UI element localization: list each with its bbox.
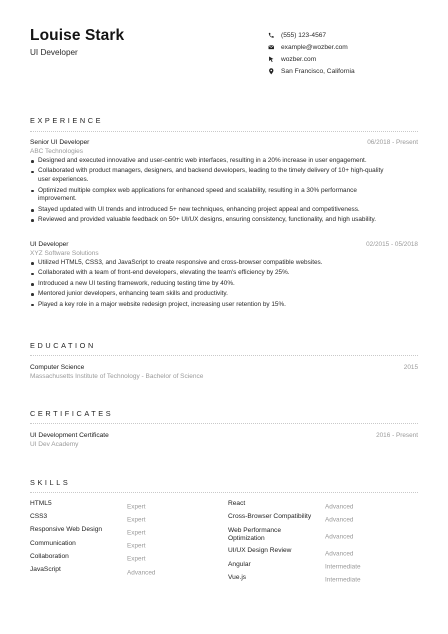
skill-level: Intermediate — [325, 576, 361, 584]
skill-level: Advanced — [127, 569, 156, 577]
job-entry — [30, 241, 418, 311]
contact-phone-text: (555) 123-4567 — [281, 31, 327, 39]
skill-item — [228, 574, 408, 587]
skill-item — [30, 526, 210, 539]
skill-item — [30, 500, 210, 513]
skills-column-left — [30, 500, 210, 579]
contact-email — [268, 41, 438, 53]
skill-name: HTML5 — [30, 500, 52, 507]
cursor-link-icon — [268, 55, 280, 63]
section-title-education: EDUCATION — [30, 341, 96, 350]
job-title: UI Developer — [30, 241, 69, 248]
skill-level: Expert — [127, 529, 146, 537]
job-company: ABC Technologies — [30, 147, 83, 155]
skill-item — [228, 561, 408, 574]
bullet-item: Collaborated with a team of front-end developers, elevating the team's efficiency by 25%. — [30, 269, 392, 278]
section-title-skills: SKILLS — [30, 478, 71, 487]
contact-location-text: San Francisco, California — [281, 68, 355, 76]
certificates-section — [30, 409, 418, 454]
skill-name: Communication — [30, 539, 76, 547]
certificate-entry — [30, 432, 418, 448]
skill-item — [228, 526, 408, 547]
skill-name: Vue.js — [228, 573, 247, 581]
skill-item — [30, 553, 210, 566]
skill-item — [30, 540, 210, 553]
education-section — [30, 341, 418, 386]
skill-level: Expert — [127, 516, 146, 524]
bullet-item: Collaborated with product managers, designers, and backend developers, leading to the timely delivery of 10+ high-quality user experiences. — [30, 167, 392, 185]
experience-section — [30, 116, 418, 322]
skill-level: Expert — [127, 555, 146, 563]
bullet-item: Stayed updated with UI trends and introduced 5+ new techniques, enhancing project appeal and competitiveness. — [30, 206, 392, 215]
institution: Massachusetts Institute of Technology - Bachelor of Science — [30, 372, 204, 380]
bullet-item: Reviewed and provided valuable feedback on 50+ UI/UX designs, ensuring consistency, functionality, and high usability. — [30, 216, 392, 225]
contact-website-text: wozber.com — [281, 55, 317, 63]
section-divider — [30, 492, 418, 493]
bullet-item: Introduced a new UI testing framework, reducing testing time by 40%. — [30, 280, 392, 289]
job-company: XYZ Software Solutions — [30, 249, 99, 257]
contact-list — [268, 29, 438, 78]
candidate-name: Louise Stark — [30, 27, 125, 44]
bullet-item: Optimized multiple complex web applications for enhanced speed and scalability, resulting in a 30% performance improvement. — [30, 187, 392, 205]
bullet-item: Designed and executed innovative and user-centric web interfaces, resulting in a 20% increase in user engagement. — [30, 157, 392, 166]
job-bullets — [30, 259, 418, 309]
job-dates: 02/2015 - 05/2018 — [366, 241, 418, 248]
skill-item — [228, 513, 408, 526]
phone-icon — [268, 31, 280, 39]
envelope-icon — [268, 43, 280, 51]
certificate-issuer: UI Dev Academy — [30, 440, 79, 448]
skill-name: UI/UX Design Review — [228, 547, 292, 555]
contact-website — [268, 53, 438, 65]
skill-name: Angular — [228, 560, 251, 568]
skills-section — [30, 478, 418, 588]
skill-level: Advanced — [325, 516, 354, 524]
contact-phone — [268, 29, 438, 41]
section-divider — [30, 131, 418, 132]
skill-name: JavaScript — [30, 565, 61, 573]
skill-level: Advanced — [325, 533, 354, 541]
map-pin-icon — [268, 68, 280, 76]
job-title: Senior UI Developer — [30, 139, 90, 146]
skill-name: Responsive Web Design — [30, 526, 103, 534]
education-date: 2015 — [403, 364, 418, 371]
skill-level: Advanced — [325, 550, 354, 558]
skill-level: Expert — [127, 503, 146, 511]
skill-name: React — [228, 500, 246, 507]
certificate-date: 2016 - Present — [376, 432, 418, 439]
skill-name: Web Performance Optimization — [228, 527, 282, 543]
resume-header — [30, 27, 430, 87]
section-title-experience: EXPERIENCE — [30, 116, 104, 125]
skill-item — [228, 547, 408, 560]
skills-column-right — [228, 500, 408, 587]
bullet-item: Utilized HTML5, CSS3, and JavaScript to create responsive and cross-browser compatible websites. — [30, 259, 392, 268]
skill-item — [30, 513, 210, 526]
skill-name: Collaboration — [30, 552, 69, 560]
degree-field: Computer Science — [30, 364, 85, 371]
skill-item — [30, 566, 210, 579]
job-bullets — [30, 157, 418, 225]
skill-name: Cross-Browser Compatibility — [228, 513, 312, 521]
education-entry — [30, 364, 418, 380]
skill-level: Expert — [127, 542, 146, 550]
skill-level: Intermediate — [325, 563, 361, 571]
bullet-item: Played a key role in a major website redesign project, increasing user retention by 15%. — [30, 301, 392, 310]
bullet-item: Mentored junior developers, enhancing team skills and productivity. — [30, 290, 392, 299]
section-title-certificates: CERTIFICATES — [30, 409, 114, 418]
skill-name: CSS3 — [30, 513, 48, 521]
contact-email-text: example@wozber.com — [281, 43, 348, 51]
certificate-title: UI Development Certificate — [30, 432, 109, 439]
section-divider — [30, 423, 418, 424]
skill-item — [228, 500, 408, 513]
section-divider — [30, 355, 418, 356]
job-dates: 06/2018 - Present — [367, 139, 418, 146]
contact-location — [268, 66, 438, 78]
job-entry — [30, 139, 418, 227]
candidate-role: UI Developer — [30, 48, 78, 57]
skill-level: Advanced — [325, 503, 354, 511]
